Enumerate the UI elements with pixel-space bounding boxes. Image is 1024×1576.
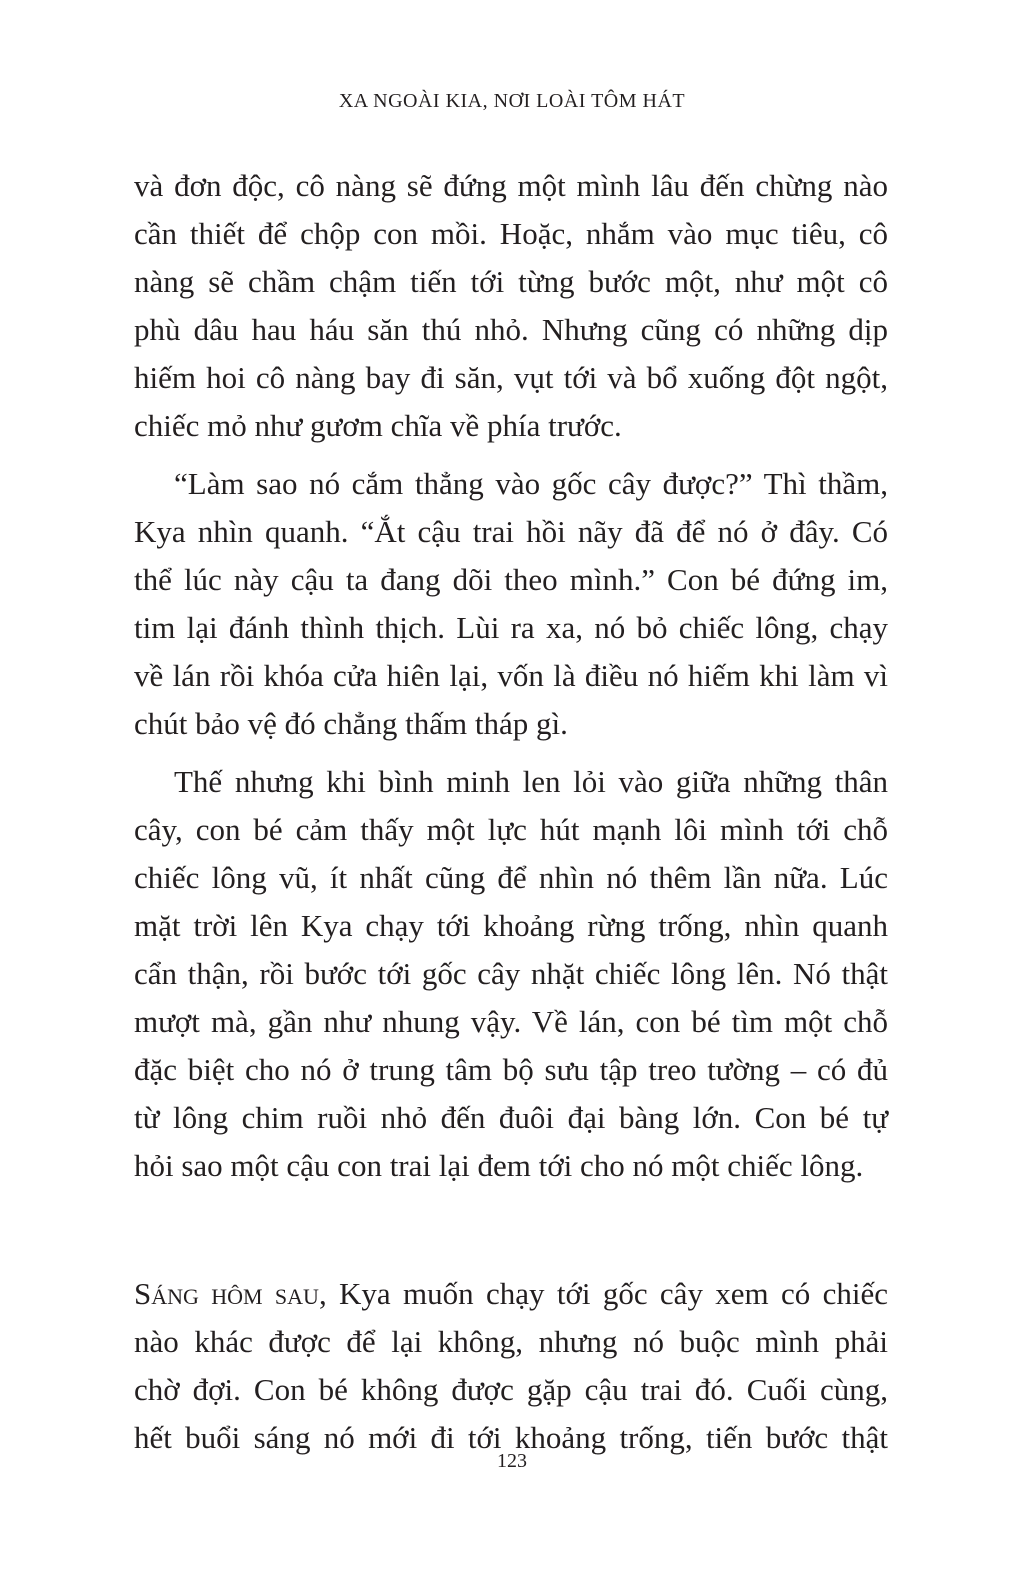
text-line: hiếm hoi cô nàng bay đi săn, vụt tới và bổ xuống đột ngột,: [134, 360, 888, 395]
text-line: chút bảo vệ đó chẳng thấm tháp gì.: [134, 706, 568, 741]
text-line: hỏi sao một cậu con trai lại đem tới cho nó một chiếc lông.: [134, 1148, 864, 1183]
page-number: 123: [497, 1450, 527, 1472]
paragraph-4: [134, 1270, 888, 1462]
text-line: hết buổi sáng nó mới đi tới khoảng trống, tiến bước thật: [134, 1420, 888, 1455]
text-line: cẩn thận, rồi bước tới gốc cây nhặt chiếc lông lên. Nó thật: [134, 956, 888, 991]
paragraph-1: [134, 162, 888, 450]
paragraph-2: [134, 460, 888, 748]
text-line: cần thiết để chộp con mồi. Hoặc, nhắm vào mục tiêu, cô: [134, 216, 888, 251]
text-line: mặt trời lên Kya chạy tới khoảng rừng trống, nhìn quanh: [134, 908, 888, 943]
text-line: cây, con bé cảm thấy một lực hút mạnh lôi mình tới chỗ: [134, 812, 888, 847]
small-caps-lead-in: Sáng hôm sau,: [134, 1276, 327, 1311]
section-break: [134, 1190, 888, 1270]
text-line: mượt mà, gần như nhung vậy. Về lán, con bé tìm một chỗ: [134, 1004, 888, 1039]
text-line: chiếc lông vũ, ít nhất cũng để nhìn nó thêm lần nữa. Lúc: [134, 860, 888, 895]
text-line: và đơn độc, cô nàng sẽ đứng một mình lâu đến chừng nào: [134, 168, 888, 203]
text-line: Thế nhưng khi bình minh len lỏi vào giữa những thân: [174, 764, 888, 799]
text-line: thể lúc này cậu ta đang dõi theo mình.” Con bé đứng im,: [134, 562, 888, 597]
text-line: chờ đợi. Con bé không được gặp cậu trai đó. Cuối cùng,: [134, 1372, 888, 1407]
text-line: nàng sẽ chầm chậm tiến tới từng bước một, như một cô: [134, 264, 888, 299]
paragraph-3: [134, 758, 888, 1190]
text-line: về lán rồi khóa cửa hiên lại, vốn là điều nó hiếm khi làm vì: [134, 658, 888, 693]
running-head: XA NGOÀI KIA, NƠI LOÀI TÔM HÁT: [338, 90, 686, 112]
text-line: từ lông chim ruồi nhỏ đến đuôi đại bàng lớn. Con bé tự: [134, 1100, 888, 1135]
text-line: “Làm sao nó cắm thẳng vào gốc cây được?” Thì thầm,: [174, 466, 888, 501]
paragraph-spacer: [134, 748, 888, 758]
text-line: tim lại đánh thình thịch. Lùi ra xa, nó bỏ chiếc lông, chạy: [134, 610, 888, 645]
text-line: Kya nhìn quanh. “Ắt cậu trai hồi nãy đã để nó ở đây. Có: [134, 514, 888, 549]
text-line: chiếc mỏ như gươm chĩa về phía trước.: [134, 408, 622, 443]
text-line: nào khác được để lại không, nhưng nó buộc mình phải: [134, 1324, 888, 1359]
text-line: [134, 1270, 888, 1318]
text-fragment: Kya muốn chạy tới gốc cây xem có chiếc: [326, 1276, 888, 1311]
text-line: phù dâu hau háu săn thú nhỏ. Nhưng cũng có những dịp: [134, 312, 888, 347]
body-text: [134, 162, 888, 1462]
paragraph-spacer: [134, 450, 888, 460]
text-line: đặc biệt cho nó ở trung tâm bộ sưu tập treo tường – có đủ: [134, 1052, 888, 1087]
